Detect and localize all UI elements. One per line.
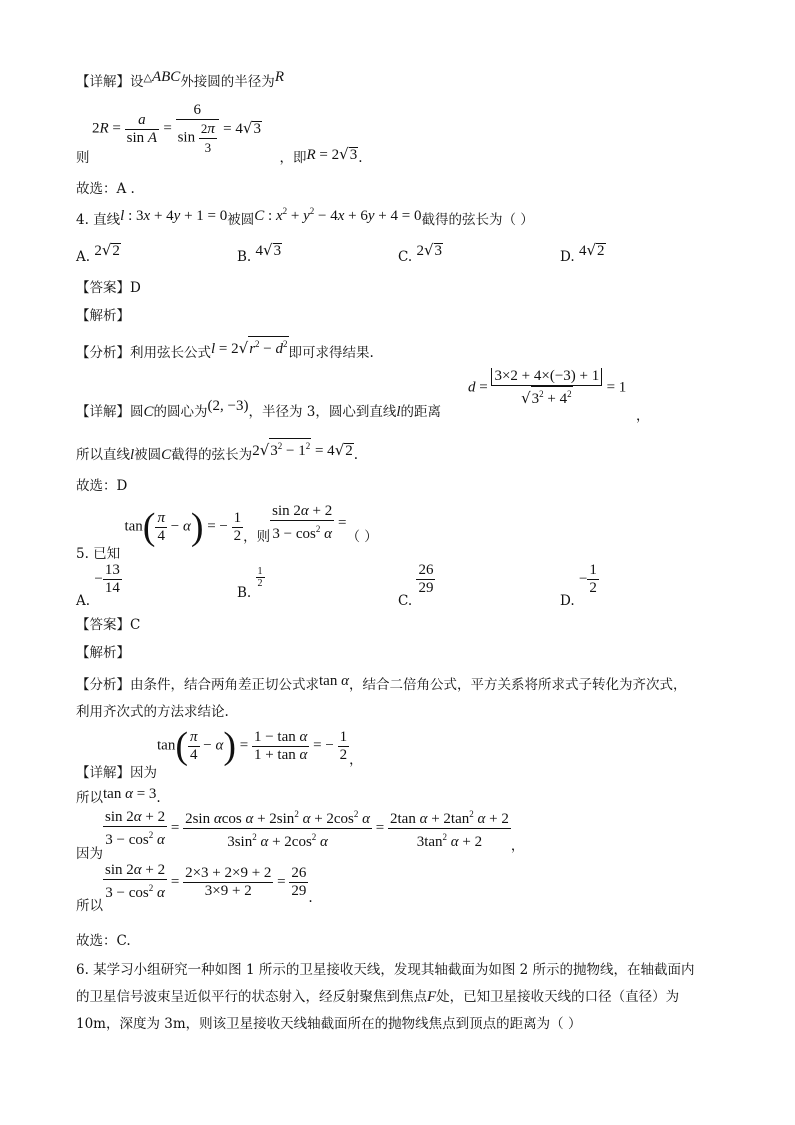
q6-line-2: 的卫星信号波束呈近似平行的状态射入，经反射聚焦到焦点F处，已知卫星接收天线的口径（直径）为	[76, 989, 680, 1005]
detail-label: 【详解】	[76, 74, 130, 90]
q5-fenxi-2: 利用齐次式的方法求结论.	[76, 704, 229, 720]
q4-option-b[interactable]: B. 4√3	[237, 241, 282, 265]
q5-option-b[interactable]: B. $\frac{1}{2}$	[237, 566, 263, 601]
chord-formula: $l = 2√r^2 - d^2$	[211, 341, 289, 357]
q5-stem: 5. 已知 tan( $\frac{\pi}{4}$ − α) = − $\frac{1}{2}$ ，则 $\frac{\sin 2\alpha + 2}{3 - \cos^2 \alpha}$ =（ ）	[76, 503, 378, 562]
q4-option-d[interactable]: D. 4√2	[560, 241, 605, 265]
triangle-abc: △ABC	[143, 69, 181, 85]
frac-a-sinA: $\frac{a}{\text{sin A}}$	[126, 111, 158, 146]
q5-answer: 【答案】C	[76, 617, 141, 633]
q5-option-a[interactable]: A. − $\frac{13}{14}$	[76, 562, 120, 609]
q3-formula-line: 2R = $\frac{a}{\text{sin A}}$ = 6 sin $\frac{2\pi}{3}$ = 4√3	[92, 102, 261, 155]
q5-yinwei-line: 因为 $\frac{\sin 2\alpha + 2}{3 - \cos^2 \alpha}$ = $\frac{2\sin \alpha\cos \alpha + 2\sin^2 \alpha + 2\cos^2 \alpha}{3\sin^2 \alpha + 2\cos^2 \alpha}$ = $\frac{2\tan \alpha + 2\tan^2 \alpha + 2}{3\tan^2 \alpha + 2}$ ，	[76, 808, 525, 862]
q5-tan-result: 所以tan α = 3.	[76, 786, 161, 806]
q6-line-1: 6. 某学习小组研究一种如图 1 所示的卫星接收天线，发现其轴截面为如图 2 所示的抛物线，在轴截面内	[76, 962, 695, 978]
q4-result: 所以直线l被圆C截得的弦长为$2√3^2 - 1^2 = 4√2$.	[76, 442, 358, 464]
q4-distance-formula: d = $\frac{3\times 2 + 4\times(-3) + 1}{√3^2 + 4^2}$ = 1	[468, 368, 627, 407]
q4-stem: 4. 直线l : 3x + 4y + 1 = 0被圆C : $x^2 + y^2 - 4x + 6y + 4 = 0$截得的弦长为（ ）	[76, 206, 534, 228]
q6-line-3: 10m，深度为 3m，则该卫星接收天线轴截面所在的抛物线焦点到顶点的距离为（ ）	[76, 1016, 582, 1032]
q5-detail: 【详解】因为tan( $\frac{\pi}{4}$ − α) = $\frac{\text{1 − tan α}}{\text{1 + tan α}}$ = − $\frac{1}{2}$ ，	[76, 725, 363, 781]
q5-conclusion: 故选：C.	[76, 933, 131, 949]
q4-answer: 【答案】D	[76, 280, 141, 296]
q3-result-line: 则 ，即R = 2√3.	[76, 145, 363, 166]
q5-final-line: 所以 $\frac{\sin 2\alpha + 2}{3 - \cos^2 \alpha}$ = $\frac{2\times 3 + 2\times 9 + 2}{3\times 9 + 2}$ = $\frac{26}{29}$ .	[76, 862, 313, 914]
q5-fenxi-1: 【分析】由条件，结合两角差正切公式求tan α，结合二倍角公式，平方关系将所求式子转化为齐次式，	[76, 673, 687, 693]
q4-analysis-label: 【解析】	[76, 308, 130, 324]
frac-6-sin: 6 sin $\frac{2\pi}{3}$	[176, 102, 219, 156]
q3-detail-line: 【详解】设△ABC外接圆的半径为R	[76, 69, 284, 90]
q3-conclusion: 故选：A .	[76, 181, 135, 197]
q4-option-c[interactable]: C. 2√3	[398, 241, 442, 265]
q4-detail: 【详解】圆C的圆心为(2, −3)，半径为 3，圆心到直线l的距离	[76, 398, 442, 420]
q4-fenxi: 【分析】利用弦长公式$l = 2√r^2 - d^2$即可求得结果.	[76, 340, 374, 362]
q4-conclusion: 故选：D	[76, 478, 128, 494]
q4-option-a[interactable]: A. 2√2	[76, 241, 120, 265]
q5-option-d[interactable]: D. − $\frac{1}{2}$	[560, 562, 597, 609]
q5-analysis-label: 【解析】	[76, 645, 130, 661]
q4-comma: ，	[636, 408, 650, 424]
q5-option-c[interactable]: C. $\frac{26}{29}$	[398, 562, 434, 609]
